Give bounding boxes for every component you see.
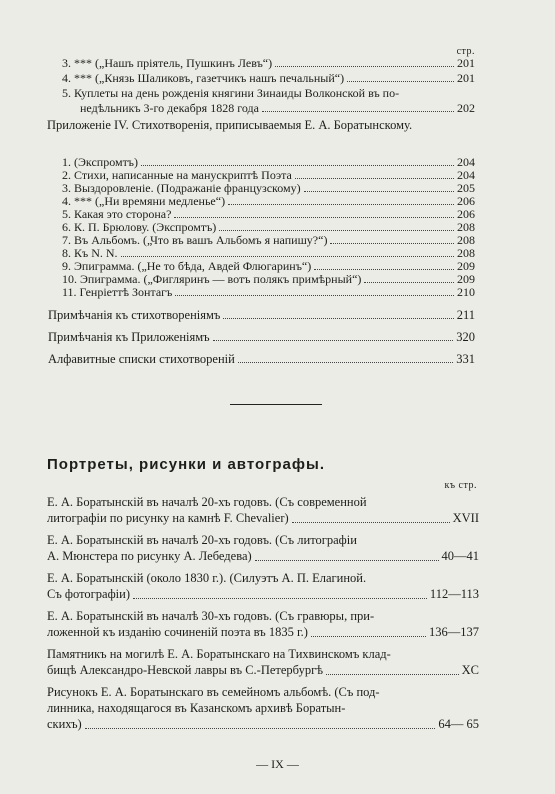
- appendix-item: 2. Стихи, написанные на манускриптѣ Поэта 204: [62, 168, 475, 182]
- appendix-item: 11. Генріеттѣ Зонтагъ 210: [62, 285, 475, 299]
- portrait-entry: Рисунокъ Е. А. Боратынскаго въ семейномъ альбомѣ. (Съ под- линника, находящагося въ Казанскомъ архивѣ Боратын- скихъ) 64— 65: [47, 685, 479, 731]
- portrait-entry: Е. А. Боратынскій (около 1830 г.). (Силуэтъ А. П. Елагиной. Съ фотографіи) 112—113: [47, 571, 479, 601]
- appendix-item: 4. *** („Ни времяни медленье“) 206: [62, 194, 475, 208]
- portrait-entry: Памятникъ на могилѣ Е. А. Боратынскаго на Тихвинскомъ клад- бищѣ Александро-Невской лавры въ С.-Петербургѣ XC: [47, 647, 479, 677]
- appendix-item: 5. Какая это сторона? 206: [62, 207, 475, 221]
- appendix-title: Приложеніе IV. Стихотворенія, приписываемыя Е. А. Боратынскому.: [47, 118, 413, 132]
- appendix-item: 7. Въ Альбомъ. („Что въ вашъ Альбомъ я напишу?“) 208: [62, 233, 475, 247]
- appendix-item: 10. Эпиграмма. („Фигляринъ — вотъ полякъ примѣрный“) 209: [62, 272, 475, 286]
- toc-entry-line2: недѣльникъ 3-го декабря 1828 года 202: [80, 101, 475, 115]
- appendix-item: 9. Эпиграмма. („Не то бѣда, Авдей Флюгаринъ“) 209: [62, 259, 475, 273]
- toc-entry-line1: 5. Куплеты на день рожденія княгини Зинаиды Волконской въ по-: [62, 86, 400, 100]
- notes-entry: Примѣчанія къ стихотвореніямъ 211: [48, 308, 475, 322]
- appendix-item: 3. Выздоровленіе. (Подражаніе французскому) 205: [62, 181, 475, 195]
- appendix-item: 8. Къ N. N. 208: [62, 246, 475, 260]
- notes-entry: Алфавитные списки стихотвореній 331: [48, 352, 475, 366]
- divider: [230, 404, 322, 405]
- toc-entry: 3. *** („Нашъ пріятель, Пушкинъ Левъ“) 201: [62, 56, 475, 70]
- page-column-header: къ стр.: [444, 480, 477, 491]
- portrait-entry: Е. А. Боратынскій въ началѣ 20-хъ годовъ. (Съ литографіи А. Мюнстера по рисунку А. Лебедева) 40—41: [47, 533, 479, 563]
- portrait-entry: Е. А. Боратынскій въ началѣ 30-хъ годовъ. (Съ гравюры, при- ложенной къ изданію сочиненій поэта въ 1835 г.) 136—137: [47, 609, 479, 639]
- page-column-header: стр.: [456, 46, 475, 57]
- toc-entry: 4. *** („Князь Шаликовъ, газетчикъ нашъ печальный“) 201: [62, 71, 475, 85]
- notes-entry: Примѣчанія къ Приложеніямъ 320: [48, 330, 475, 344]
- page-number: — IX —: [256, 757, 299, 771]
- portrait-entry: Е. А. Боратынскій въ началѣ 20-хъ годовъ. (Съ современной литографіи по рисунку на камнѣ F. Chevalier) XVII: [47, 495, 479, 525]
- appendix-item: 1. (Экспромтъ) 204: [62, 155, 475, 169]
- appendix-item: 6. К. П. Брюлову. (Экспромтъ) 208: [62, 220, 475, 234]
- section-title: Портреты, рисунки и автографы.: [47, 456, 325, 473]
